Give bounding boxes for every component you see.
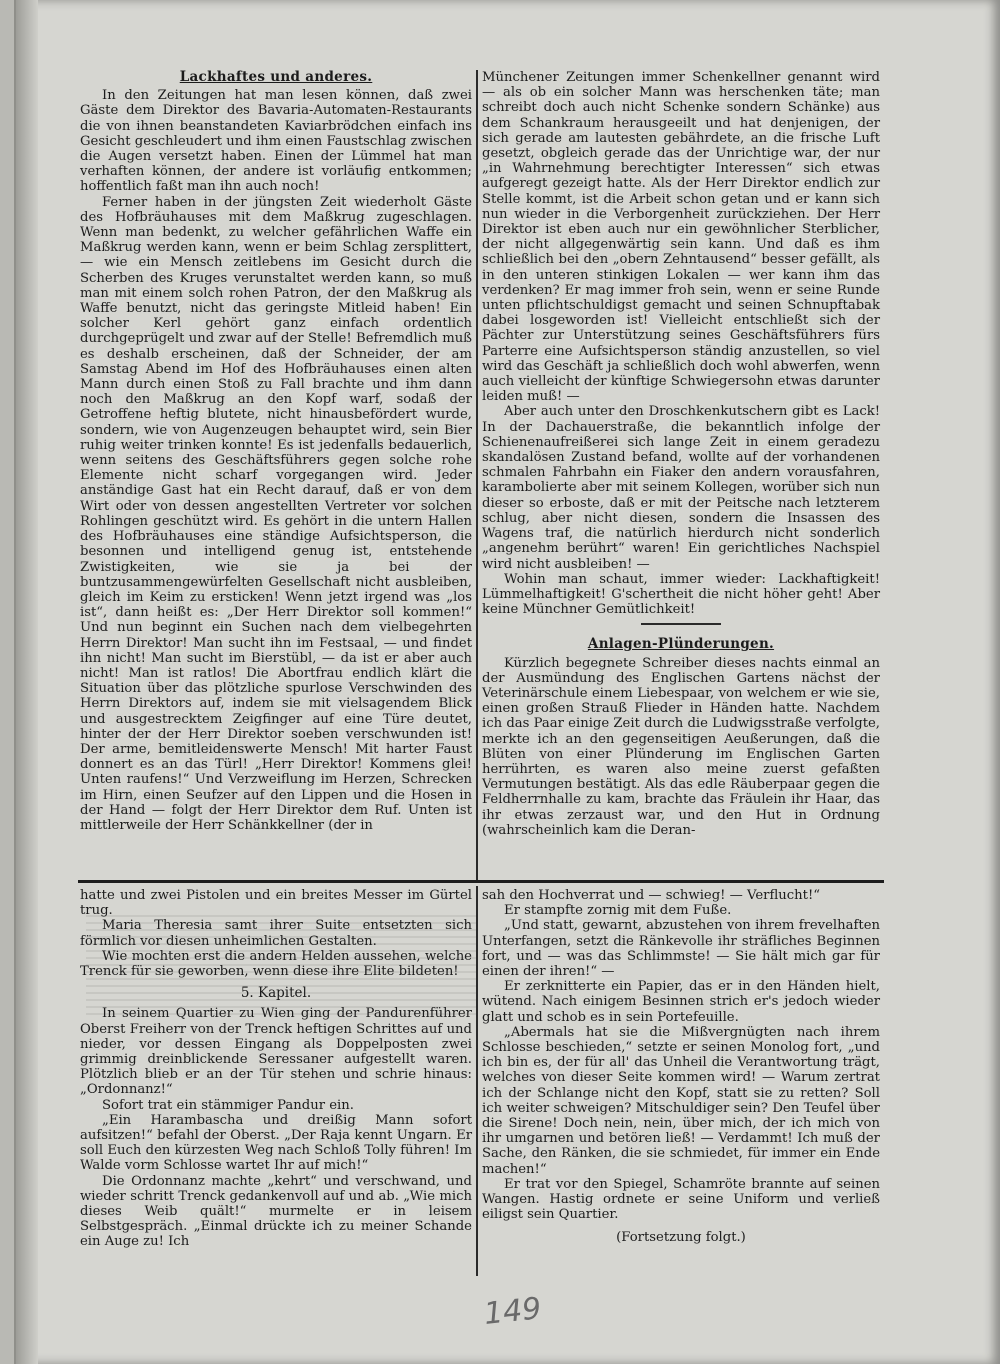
serial-paragraph: Sofort trat ein stämmiger Pandur ein. bbox=[102, 1097, 354, 1113]
serial-paragraph: Er stampfte zornig mit dem Fuße. bbox=[504, 903, 732, 919]
upper-right-column bbox=[482, 70, 880, 838]
article-title-lackhaftes: Lackhaftes und anderes. bbox=[179, 69, 373, 85]
article-title-anlagen: Anlagen-Plünderungen. bbox=[587, 636, 775, 653]
continuation-note: (Fortsetzung folgt.) bbox=[616, 1230, 746, 1246]
serial-paragraph: In seinem Quartier zu Wien ging der Pandurenführer Oberst Freiherr von der Trenck heftigen Schrittes auf und nieder, vor dessen Eingang als Doppelposten zwei grimmig dreinblickende Seressaner aufgestellt waren. Plötzlich blieb er an der Tür stehen und schrie hinaus: „Ordonnanz!“ bbox=[80, 1006, 472, 1098]
serial-paragraph: „Abermals hat sie die Mißvergnügten nach ihrem Schlosse beschieden,“ setzte er seinen Monolog fort, „und ich bin es, der für all' das Unheil die Verantwortung trägt, welches von dieser Seite kommen wird! — Warum zertrat ich der Schlange nicht den Kopf, statt sie zu retten? Soll ich weiter schweigen? Mitschuldiger sein? Den Teufel über die Sirene! Doch nein, nein, über mich, der ich mich von ihr umgarnen und betören ließ! — Verdammt! Ich muß der Sache, den Ränken, die sie schmiedet, für immer ein Ende machen!“ bbox=[482, 1024, 880, 1177]
column-divider-lower bbox=[476, 886, 478, 1276]
handwritten-page-number: 149 bbox=[482, 1291, 543, 1332]
article1-paragraph-continued: Münchener Zeitungen immer Schenkellner genannt wird — als ob ein solcher Mann was herschenken täte; man schreibt doch auch nicht Schenke sondern Schänke) aus dem Schankraum herausgeeilt und hat denjenigen, der sich gerade am lautesten gebährdete, an die frische Luft gesetzt, obgleich gerade das der Unrichtige war, der nur „in Wahrnehmung berechtigter Interessen“ sich etwas aufgeregt gezeigt hatte. Als der Herr Direktor endlich zur Stelle kommt, ist die Arbeit schon getan und er kann sich nun wieder in die Verborgenheit zurückziehen. Der Herr Direktor ist eben auch nur ein gewöhnlicher Sterblicher, der nicht allgegenwärtig sein kann. Und daß es ihm schließlich bei den „obern Zehntausend“ besser gefällt, als in den unteren stinkigen Lokalen — wer kann ihm das verdenken? Er mag immer froh sein, wenn er seine Runde unten pflichtschuldigst gemacht und seinen Schnupftabak dabei losgeworden ist! Vielleicht entschließt sich der Pächter zur Unterstützung seines Geschäftsführers fürs Parterre eine Aufsichtsperson ständig anzustellen, so viel wird das Geschäft ja schließlich doch wohl abwerfen, wenn auch vielleicht der künftige Schwiegersohn etwas darunter leiden muß! — bbox=[482, 70, 880, 405]
article1-paragraph: In den Zeitungen hat man lesen können, daß zwei Gäste dem Direktor des Bavaria-Automaten-Restaurants die von ihnen beanstandeten Kaviarbrödchen einfach ins Gesicht geschleudert und ihm einen Faustschlag zwischen die Augen versetzt haben. Einen der Lümmel hat man verhaften können, der andere ist vorläufig entkommen; hoffentlich faßt man ihn auch noch! bbox=[80, 88, 472, 195]
serial-paragraph: Maria Theresia samt ihrer Suite entsetzten sich förmlich vor diesen unheimlichen Gestalten. bbox=[80, 918, 472, 949]
serial-paragraph: Die Ordonnanz machte „kehrt“ und verschwand, und wieder schritt Trenck gedankenvoll auf und ab. „Wie mich dieses Weib quält!“ murmelte er in leisem Selbstgespräch. „Einmal drückte ich zu meiner Schande ein Auge zu! Ich bbox=[80, 1173, 472, 1250]
lower-right-column bbox=[482, 888, 880, 1246]
section-divider bbox=[78, 880, 884, 883]
chapter-heading: 5. Kapitel. bbox=[240, 985, 312, 1002]
serial-paragraph: hatte und zwei Pistolen und ein breites Messer im Gürtel trug. bbox=[80, 888, 472, 919]
upper-left-column bbox=[80, 70, 472, 833]
serial-paragraph: Er zerknitterte ein Papier, das er in den Händen hielt, wütend. Nach einigem Besinnen strich er's jedoch wieder glatt und schob es in sein Portefeuille. bbox=[482, 979, 880, 1025]
article1-paragraph: Wohin man schaut, immer wieder: Lackhaftigkeit! Lümmelhaftigkeit! G'schertheit die nicht höher geht! Aber keine Münchner Gemütlichkeit! bbox=[482, 571, 880, 618]
article1-paragraph: Aber auch unter den Droschkenkutschern gibt es Lack! In der Dachauerstraße, die bekanntlich infolge der Schienenaufreißerei sich lange Zeit in einem geradezu skandalösen Zustand befand, wollte auf der vorhandenen schmalen Fahrbahn ein Fiaker den andern vorausfahren, karambolierte aber mit seinem Kollegen, worüber sich nun dieser so erboste, daß er mit der Peitsche nach letzterem schlug, aber nicht diesen, sondern die Insassen des Wagens traf, die natürlich hierdurch nicht sonderlich „angenehm berührt“ waren! Ein gerichtliches Nachspiel wird nicht ausbleiben! — bbox=[482, 404, 880, 572]
article-separator bbox=[641, 623, 721, 625]
page-gutter-shadow bbox=[16, 0, 38, 1364]
serial-paragraph: Wie mochten erst die andern Helden aussehen, welche Trenck für sie geworben, wenn diese ihre Elite bildeten! bbox=[80, 948, 472, 980]
article2-paragraph: Kürzlich begegnete Schreiber dieses nachts einmal an der Ausmündung des Englischen Gartens nächst der Veterinärschule einem Liebespaar, von welchem er wie sie, einen großen Strauß Flieder in Händen hatte. Nachdem ich das Paar einige Zeit durch die Ludwigsstraße verfolgte, merkte ich an den gegenseitigen Aeußerungen, daß die Blüten von einer Plünderung im Englischen Garten herrührten, es waren also meine zuerst gefaßten Vermutungen bestätigt. Als das edle Räuberpaar gegen die Feldherrnhalle zu kam, brachte das Fräulein ihr Haar, das ihr etwas zerzaust war, und den Hut in Ordnung (wahrscheinlich kam die Deran- bbox=[482, 655, 880, 838]
serial-paragraph-continued: sah den Hochverrat und — schwieg! — Verflucht!“ bbox=[482, 888, 820, 903]
column-divider-upper bbox=[476, 70, 478, 880]
serial-paragraph: „Und statt, gewarnt, abzustehen von ihrem frevelhaften Unterfangen, setzt die Ränkevolle ihr sträfliches Beginnen fort, und — was das Schlimmste! — Sie hält mich gar für einen der ihren!“ — bbox=[482, 918, 880, 980]
serial-paragraph: „Ein Harambascha und dreißig Mann sofort aufsitzen!“ befahl der Oberst. „Der Raja kennt Ungarn. Er soll Euch den kürzesten Weg nach Schloß Tolly führen! Im Walde vorm Schlosse wartet Ihr auf mich!“ bbox=[80, 1112, 472, 1174]
serial-paragraph: Er trat vor den Spiegel, Schamröte brannte auf seinen Wangen. Hastig ordnete er seine Uniform und verließ eiligst sein Quartier. bbox=[482, 1176, 880, 1223]
lower-left-column bbox=[80, 888, 472, 1250]
article1-paragraph: Ferner haben in der jüngsten Zeit wiederholt Gäste des Hofbräuhauses mit dem Maßkrug zugeschlagen. Wenn man bedenkt, zu welcher gefährlichen Waffe ein Maßkrug werden kann, wenn er beim Schlag zersplittert, — wie ein Mensch zeitlebens im Gesicht durch die Scherben des Kruges verunstaltet werden kann, so muß man mit einem solch rohen Patron, der den Maßkrug als Waffe benutzt, nicht das geringste Mitleid haben! Ein solcher Kerl gehört ganz einfach ordentlich durchgeprügelt und zwar auf der Stelle! Befremdlich muß es deshalb erscheinen, daß der Schneider, der am Samstag Abend im Hof des Hofbräuhauses einen alten Mann durch einen Stoß zu Fall brachte und ihm dann noch den Maßkrug an den Kopf warf, sodaß der Getroffene heftig blutete, nicht hinausbefördert wurde, sondern, wie von Augenzeugen behauptet wird, sein Bier ruhig weiter trinken konnte! Es ist jedenfalls bedauerlich, wenn seitens des Geschäftsführers gegen solche rohe Elemente nicht scharf vorgegangen wird. Jeder anständige Gast hat ein Recht darauf, daß er von dem Wirt oder von dessen angestellten Vertreter vor solchen Rohlingen geschützt wird. Es gehört in die untern Hallen des Hofbräuhauses eine ständige Aufsichtsperson, die besonnen und intelligend genug ist, entstehende Zwistigkeiten, wie sie ja bei der buntzusammengewürfelten Gesellschaft nicht ausbleiben, gleich im Keim zu ersticken! Wenn jetzt irgend was „los ist“, dann heißt es: „Der Herr Direktor soll kommen!“ Und nun beginnt ein Suchen nach dem vielbegehrten Herrn Direktor! Man sucht ihn im Festsaal, — und findet ihn nicht! Man sucht im Bierstübl, — da ist er aber auch nicht! Man ist ratlos! Die Abortfrau endlich klärt die Situation über das plötzliche spurlose Verschwinden des Herrn Direktors auf, indem sie mit vielsagendem Blick und ausgestrecktem Zeigfinger auf eine Türe deutet, hinter der der Herr Direktor soeben verschwunden ist! Der arme, bemitleidenswerte Mensch! Mit harter Faust donnert es an das Türl! „Herr Direktor! Kommens glei! Unten raufens!“ Und Verzweiflung im Herzen, Schrecken im Hirn, einen Seufzer auf den Lippen und die Hosen in der Hand — folgt der Herr Direktor dem Ruf. Unten ist mittlerweile der Herr Schänkkellner (der in bbox=[80, 194, 472, 833]
